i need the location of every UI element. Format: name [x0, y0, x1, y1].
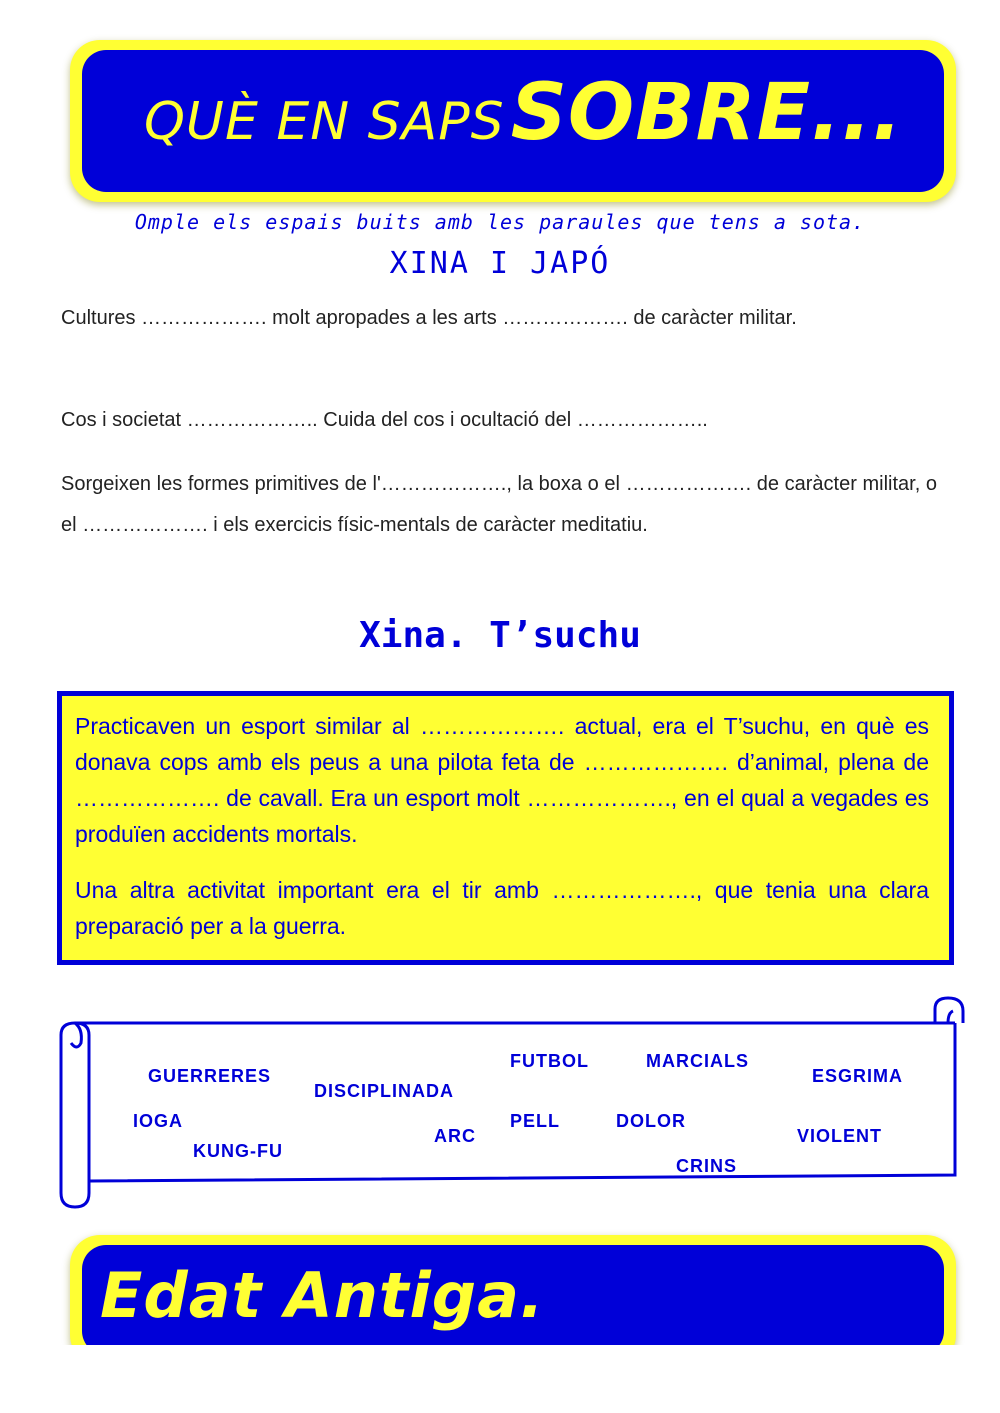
word-futbol[interactable]: FUTBOL — [510, 1051, 589, 1071]
fill-paragraph: Sorgeixen les formes primitives de l'………………., la boxa o el ………………. de caràcter militar, o el ………………. i els exercicis físic-mentals de caràcter meditatiu. — [61, 473, 937, 536]
word-violent[interactable]: VIOLENT — [797, 1126, 883, 1146]
instruction-text: Omple els espais buits amb les paraules que tens a sota. — [134, 210, 866, 234]
word-kung-fu[interactable]: KUNG-FU — [193, 1141, 283, 1161]
word-marcials[interactable]: MARCIALS — [646, 1051, 749, 1071]
section-heading-xina-japo: XINA I JAPÓ — [389, 246, 611, 281]
section-heading-tsuchu: Xina. T’suchu — [359, 615, 641, 656]
title-big: SOBRE... — [510, 68, 903, 158]
footer-banner-inner — [82, 1245, 944, 1355]
tsuchu-box — [57, 691, 954, 965]
title-small: QUÈ EN SAPS — [144, 92, 505, 152]
tsuchu-paragraph: Practicaven un esport similar al ………………. actual, era el T’suchu, en què es donava cops amb els peus a una pilota feta de ………………. d’animal, plena de ………………. de cavall. Era un esport molt ………………., en el qual a vegades es produïen accidents mortals. — [75, 713, 929, 847]
title-banner — [70, 40, 956, 202]
fill-paragraph: Cultures ………………. molt apropades a les arts ………………. de caràcter militar. — [61, 307, 797, 329]
word-disciplinada[interactable]: DISCIPLINADA — [314, 1081, 455, 1101]
word-esgrima[interactable]: ESGRIMA — [812, 1066, 904, 1086]
footer-title: Edat Antiga. — [100, 1259, 545, 1332]
scroll-banner — [55, 995, 971, 1210]
archery-paragraph: Una altra activitat important era el tir amb ………………., que tenia una clara preparació per a la guerra. — [75, 877, 929, 939]
word-crins[interactable]: CRINS — [676, 1156, 738, 1176]
word-dolor[interactable]: DOLOR — [616, 1111, 686, 1131]
fill-paragraph: Cos i societat ……………….. Cuida del cos i ocultació del ……………….. — [61, 409, 708, 431]
word-guerreres[interactable]: GUERRERES — [148, 1066, 272, 1086]
word-pell[interactable]: PELL — [510, 1111, 561, 1131]
word-ioga[interactable]: IOGA — [133, 1111, 184, 1131]
word-arc[interactable]: ARC — [434, 1126, 476, 1146]
page-title — [144, 68, 903, 158]
page-bottom-margin — [0, 1345, 1000, 1413]
title-banner-inner — [82, 50, 944, 192]
